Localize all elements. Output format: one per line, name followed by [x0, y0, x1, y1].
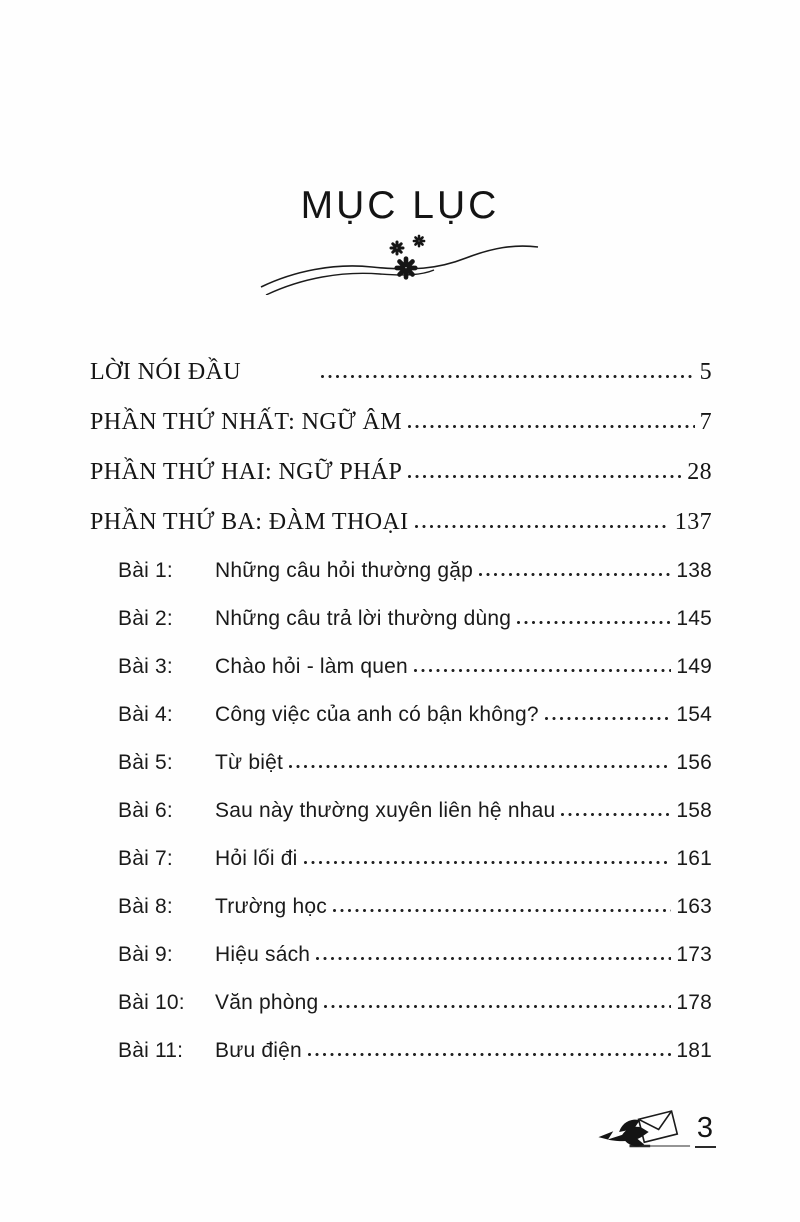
toc-section-row	[90, 359, 712, 385]
lesson-title: Văn phòng	[215, 991, 319, 1014]
lesson-title: Hiệu sách	[215, 943, 311, 966]
toc-page-number: 163	[676, 895, 712, 918]
lesson-title: Hỏi lối đi	[215, 847, 298, 870]
toc-lesson-row	[90, 751, 712, 775]
dot-leader	[544, 716, 672, 721]
flower-flourish-icon	[260, 229, 540, 295]
toc-page-number: 149	[676, 655, 712, 678]
toc-lesson-row	[90, 847, 712, 871]
toc-page-number: 158	[676, 799, 712, 822]
lesson-list	[90, 559, 712, 1063]
toc-page-number: 173	[676, 943, 712, 966]
dot-leader	[414, 524, 670, 529]
toc-page-number: 161	[676, 847, 712, 870]
toc-lesson-row	[90, 655, 712, 679]
toc-page-number: 5	[699, 359, 712, 385]
dot-leader	[288, 764, 671, 769]
toc-entry-label: PHẦN THỨ NHẤT: NGỮ ÂM	[90, 409, 403, 435]
toc-lesson-row	[90, 559, 712, 583]
lesson-title: Chào hỏi - làm quen	[215, 655, 408, 678]
dot-leader	[323, 1004, 671, 1009]
toc-section-row	[90, 409, 712, 435]
lesson-label: Bài 1:	[118, 559, 173, 582]
dot-leader	[320, 374, 695, 379]
dot-leader	[413, 668, 671, 673]
toc-page-number: 28	[687, 459, 712, 485]
swallow-with-letter-icon	[597, 1106, 693, 1152]
footer-page-number: 3	[695, 1114, 716, 1148]
toc-lesson-row	[90, 991, 712, 1015]
lesson-label: Bài 9:	[118, 943, 173, 966]
dot-leader	[315, 956, 671, 961]
toc-lesson-row	[90, 799, 712, 823]
lesson-title: Bưu điện	[215, 1039, 302, 1062]
dot-leader	[516, 620, 671, 625]
lesson-label: Bài 2:	[118, 607, 173, 630]
dot-leader	[478, 572, 671, 577]
lesson-title: Sau này thường xuyên liên hệ nhau	[215, 799, 556, 822]
lesson-title: Những câu trả lời thường dùng	[215, 607, 512, 630]
dot-leader	[560, 812, 671, 817]
toc-page-number: 137	[674, 509, 712, 535]
lesson-title: Công việc của anh có bận không?	[215, 703, 539, 726]
lesson-title: Trường học	[215, 895, 327, 918]
toc-entry-label: PHẦN THỨ BA: ĐÀM THOẠI	[90, 509, 409, 535]
toc-page-number: 145	[676, 607, 712, 630]
lesson-label: Bài 6:	[118, 799, 173, 822]
toc-lesson-row	[90, 1039, 712, 1063]
page-footer	[597, 1106, 716, 1152]
page-title: MỤC LỤC	[300, 184, 500, 227]
lesson-label: Bài 5:	[118, 751, 173, 774]
toc-section-row	[90, 509, 712, 535]
toc-page-number: 138	[676, 559, 712, 582]
lesson-label: Bài 11:	[118, 1039, 184, 1062]
toc-page-number: 7	[699, 409, 712, 435]
lesson-label: Bài 8:	[118, 895, 173, 918]
lesson-title: Từ biệt	[215, 751, 283, 774]
lesson-label: Bài 10:	[118, 991, 185, 1014]
toc-page-number: 154	[676, 703, 712, 726]
lesson-title: Những câu hỏi thường gặp	[215, 559, 474, 582]
toc-entry-label: LỜI NÓI ĐẦU	[90, 359, 242, 385]
lesson-label: Bài 7:	[118, 847, 173, 870]
toc-entry-label: PHẦN THỨ HAI: NGỮ PHÁP	[90, 459, 403, 485]
dot-leader	[407, 474, 682, 479]
toc-page-number: 181	[676, 1039, 712, 1062]
lesson-label: Bài 3:	[118, 655, 173, 678]
toc-lesson-row	[90, 895, 712, 919]
dot-leader	[307, 1052, 671, 1057]
lesson-label: Bài 4:	[118, 703, 173, 726]
toc-lesson-row	[90, 703, 712, 727]
toc-lesson-row	[90, 607, 712, 631]
dot-leader	[407, 424, 695, 429]
dot-leader	[303, 860, 672, 865]
dot-leader	[332, 908, 671, 913]
toc-page-number: 178	[676, 991, 712, 1014]
toc-section-row	[90, 459, 712, 485]
table-of-contents	[90, 359, 712, 1063]
toc-lesson-row	[90, 943, 712, 967]
toc-page-number: 156	[676, 751, 712, 774]
